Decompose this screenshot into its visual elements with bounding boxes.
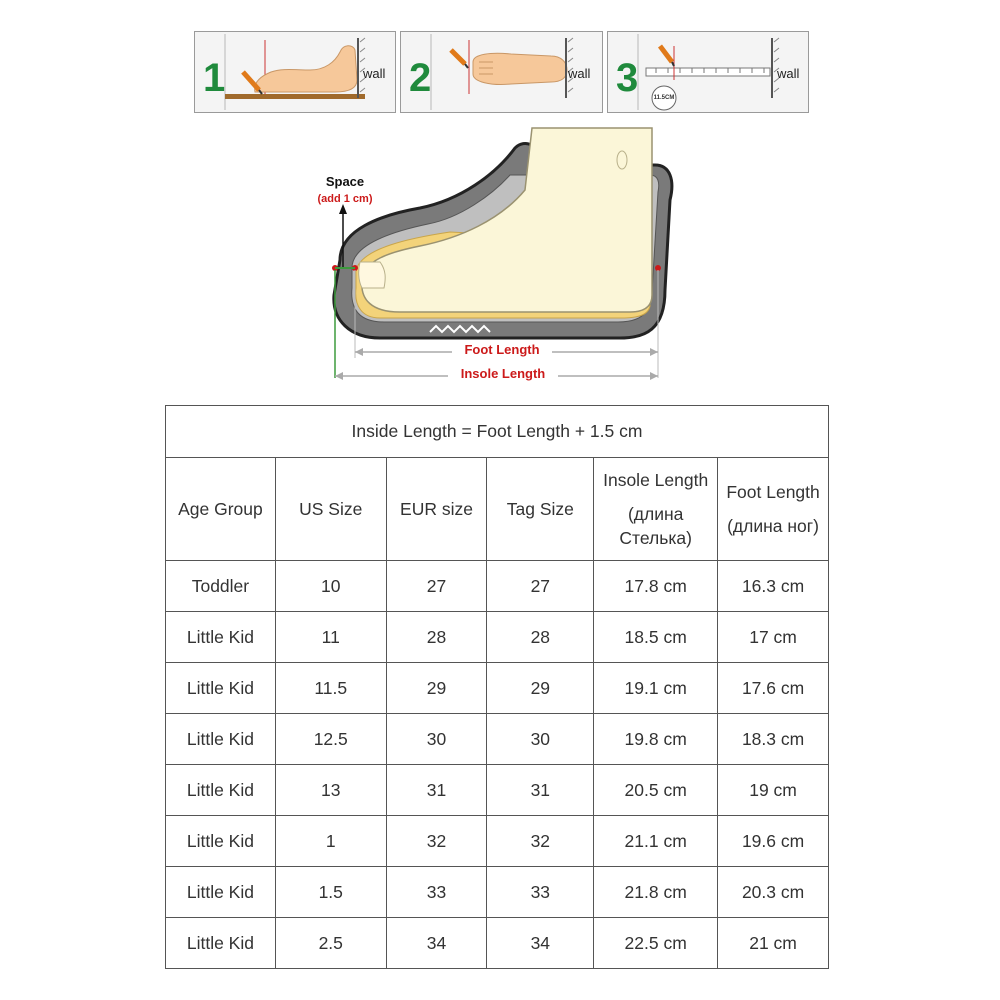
age-group-cell: Little Kid bbox=[166, 765, 276, 816]
step-1-panel bbox=[194, 31, 396, 113]
age-group-cell: Little Kid bbox=[166, 663, 276, 714]
foot-length-cell: 19.6 cm bbox=[718, 816, 829, 867]
header-us-size: US Size bbox=[275, 458, 386, 561]
step-2-number: 2 bbox=[409, 56, 432, 100]
ruler-badge: 11.5CM bbox=[653, 95, 675, 101]
us-size-cell: 11 bbox=[275, 612, 386, 663]
insole-length-cell: 20.5 cm bbox=[594, 765, 718, 816]
pencil-icon bbox=[660, 46, 674, 66]
step-3-wall-label: wall bbox=[777, 66, 800, 81]
foot-top-icon bbox=[473, 53, 567, 84]
us-size-cell: 10 bbox=[275, 561, 386, 612]
tag-size-cell: 29 bbox=[487, 663, 594, 714]
insole-length-cell: 22.5 cm bbox=[594, 918, 718, 969]
space-note: (add 1 cm) bbox=[317, 193, 373, 205]
tag-size-cell: 32 bbox=[487, 816, 594, 867]
age-group-cell: Little Kid bbox=[166, 918, 276, 969]
table-body bbox=[166, 561, 829, 969]
us-size-cell: 1 bbox=[275, 816, 386, 867]
header-eur-size: EUR size bbox=[386, 458, 487, 561]
pencil-icon bbox=[451, 50, 468, 68]
eur-size-cell: 31 bbox=[386, 765, 487, 816]
table-row bbox=[166, 561, 829, 612]
tag-size-cell: 31 bbox=[487, 765, 594, 816]
eur-size-cell: 33 bbox=[386, 867, 487, 918]
foot-length-cell: 17.6 cm bbox=[718, 663, 829, 714]
step-2-wall-label: wall bbox=[568, 66, 591, 81]
foot-length-cell: 19 cm bbox=[718, 765, 829, 816]
tag-size-cell: 34 bbox=[487, 918, 594, 969]
table-row bbox=[166, 714, 829, 765]
insole-length-cell: 17.8 cm bbox=[594, 561, 718, 612]
age-group-cell: Little Kid bbox=[166, 612, 276, 663]
insole-length-cell: 19.1 cm bbox=[594, 663, 718, 714]
tag-size-cell: 27 bbox=[487, 561, 594, 612]
foot-length-cell: 17 cm bbox=[718, 612, 829, 663]
eur-size-cell: 34 bbox=[386, 918, 487, 969]
step-3-panel bbox=[607, 31, 809, 113]
table-row bbox=[166, 765, 829, 816]
eur-size-cell: 32 bbox=[386, 816, 487, 867]
step-2-panel bbox=[400, 31, 603, 113]
us-size-cell: 2.5 bbox=[275, 918, 386, 969]
age-group-cell: Little Kid bbox=[166, 867, 276, 918]
header-tag-size: Tag Size bbox=[487, 458, 594, 561]
header-insole-length: Insole Length (длина Стелька) bbox=[594, 458, 718, 561]
step-1-wall-label: wall bbox=[363, 66, 386, 81]
step-3-number: 3 bbox=[616, 56, 639, 100]
us-size-cell: 12.5 bbox=[275, 714, 386, 765]
us-size-cell: 11.5 bbox=[275, 663, 386, 714]
eur-size-cell: 30 bbox=[386, 714, 487, 765]
table-row bbox=[166, 918, 829, 969]
foot-length-label: Foot Length bbox=[452, 342, 552, 357]
insole-length-cell: 18.5 cm bbox=[594, 612, 718, 663]
tag-size-cell: 28 bbox=[487, 612, 594, 663]
floor-board-icon bbox=[225, 94, 365, 99]
size-chart-table bbox=[165, 405, 829, 969]
foot-length-cell: 18.3 cm bbox=[718, 714, 829, 765]
table-title: Inside Length = Foot Length + 1.5 cm bbox=[166, 406, 829, 458]
foot-length-cell: 20.3 cm bbox=[718, 867, 829, 918]
insole-length-cell: 21.1 cm bbox=[594, 816, 718, 867]
insole-length-cell: 19.8 cm bbox=[594, 714, 718, 765]
table-row bbox=[166, 867, 829, 918]
table-row bbox=[166, 612, 829, 663]
eur-size-cell: 27 bbox=[386, 561, 487, 612]
age-group-cell: Little Kid bbox=[166, 714, 276, 765]
age-group-cell: Toddler bbox=[166, 561, 276, 612]
space-label: Space bbox=[325, 174, 365, 189]
eur-size-cell: 28 bbox=[386, 612, 487, 663]
tag-size-cell: 30 bbox=[487, 714, 594, 765]
foot-length-cell: 21 cm bbox=[718, 918, 829, 969]
table-row bbox=[166, 816, 829, 867]
table-row bbox=[166, 663, 829, 714]
header-age-group: Age Group bbox=[166, 458, 276, 561]
eur-size-cell: 29 bbox=[386, 663, 487, 714]
tag-size-cell: 33 bbox=[487, 867, 594, 918]
us-size-cell: 1.5 bbox=[275, 867, 386, 918]
age-group-cell: Little Kid bbox=[166, 816, 276, 867]
insole-length-label: Insole Length bbox=[448, 366, 558, 381]
header-foot-length: Foot Length (длина ног) bbox=[718, 458, 829, 561]
us-size-cell: 13 bbox=[275, 765, 386, 816]
insole-length-cell: 21.8 cm bbox=[594, 867, 718, 918]
table-header-row bbox=[166, 458, 829, 561]
foot-length-cell: 16.3 cm bbox=[718, 561, 829, 612]
ruler-icon bbox=[646, 68, 770, 76]
foot-side-icon bbox=[255, 46, 357, 92]
step-1-number: 1 bbox=[203, 56, 226, 100]
